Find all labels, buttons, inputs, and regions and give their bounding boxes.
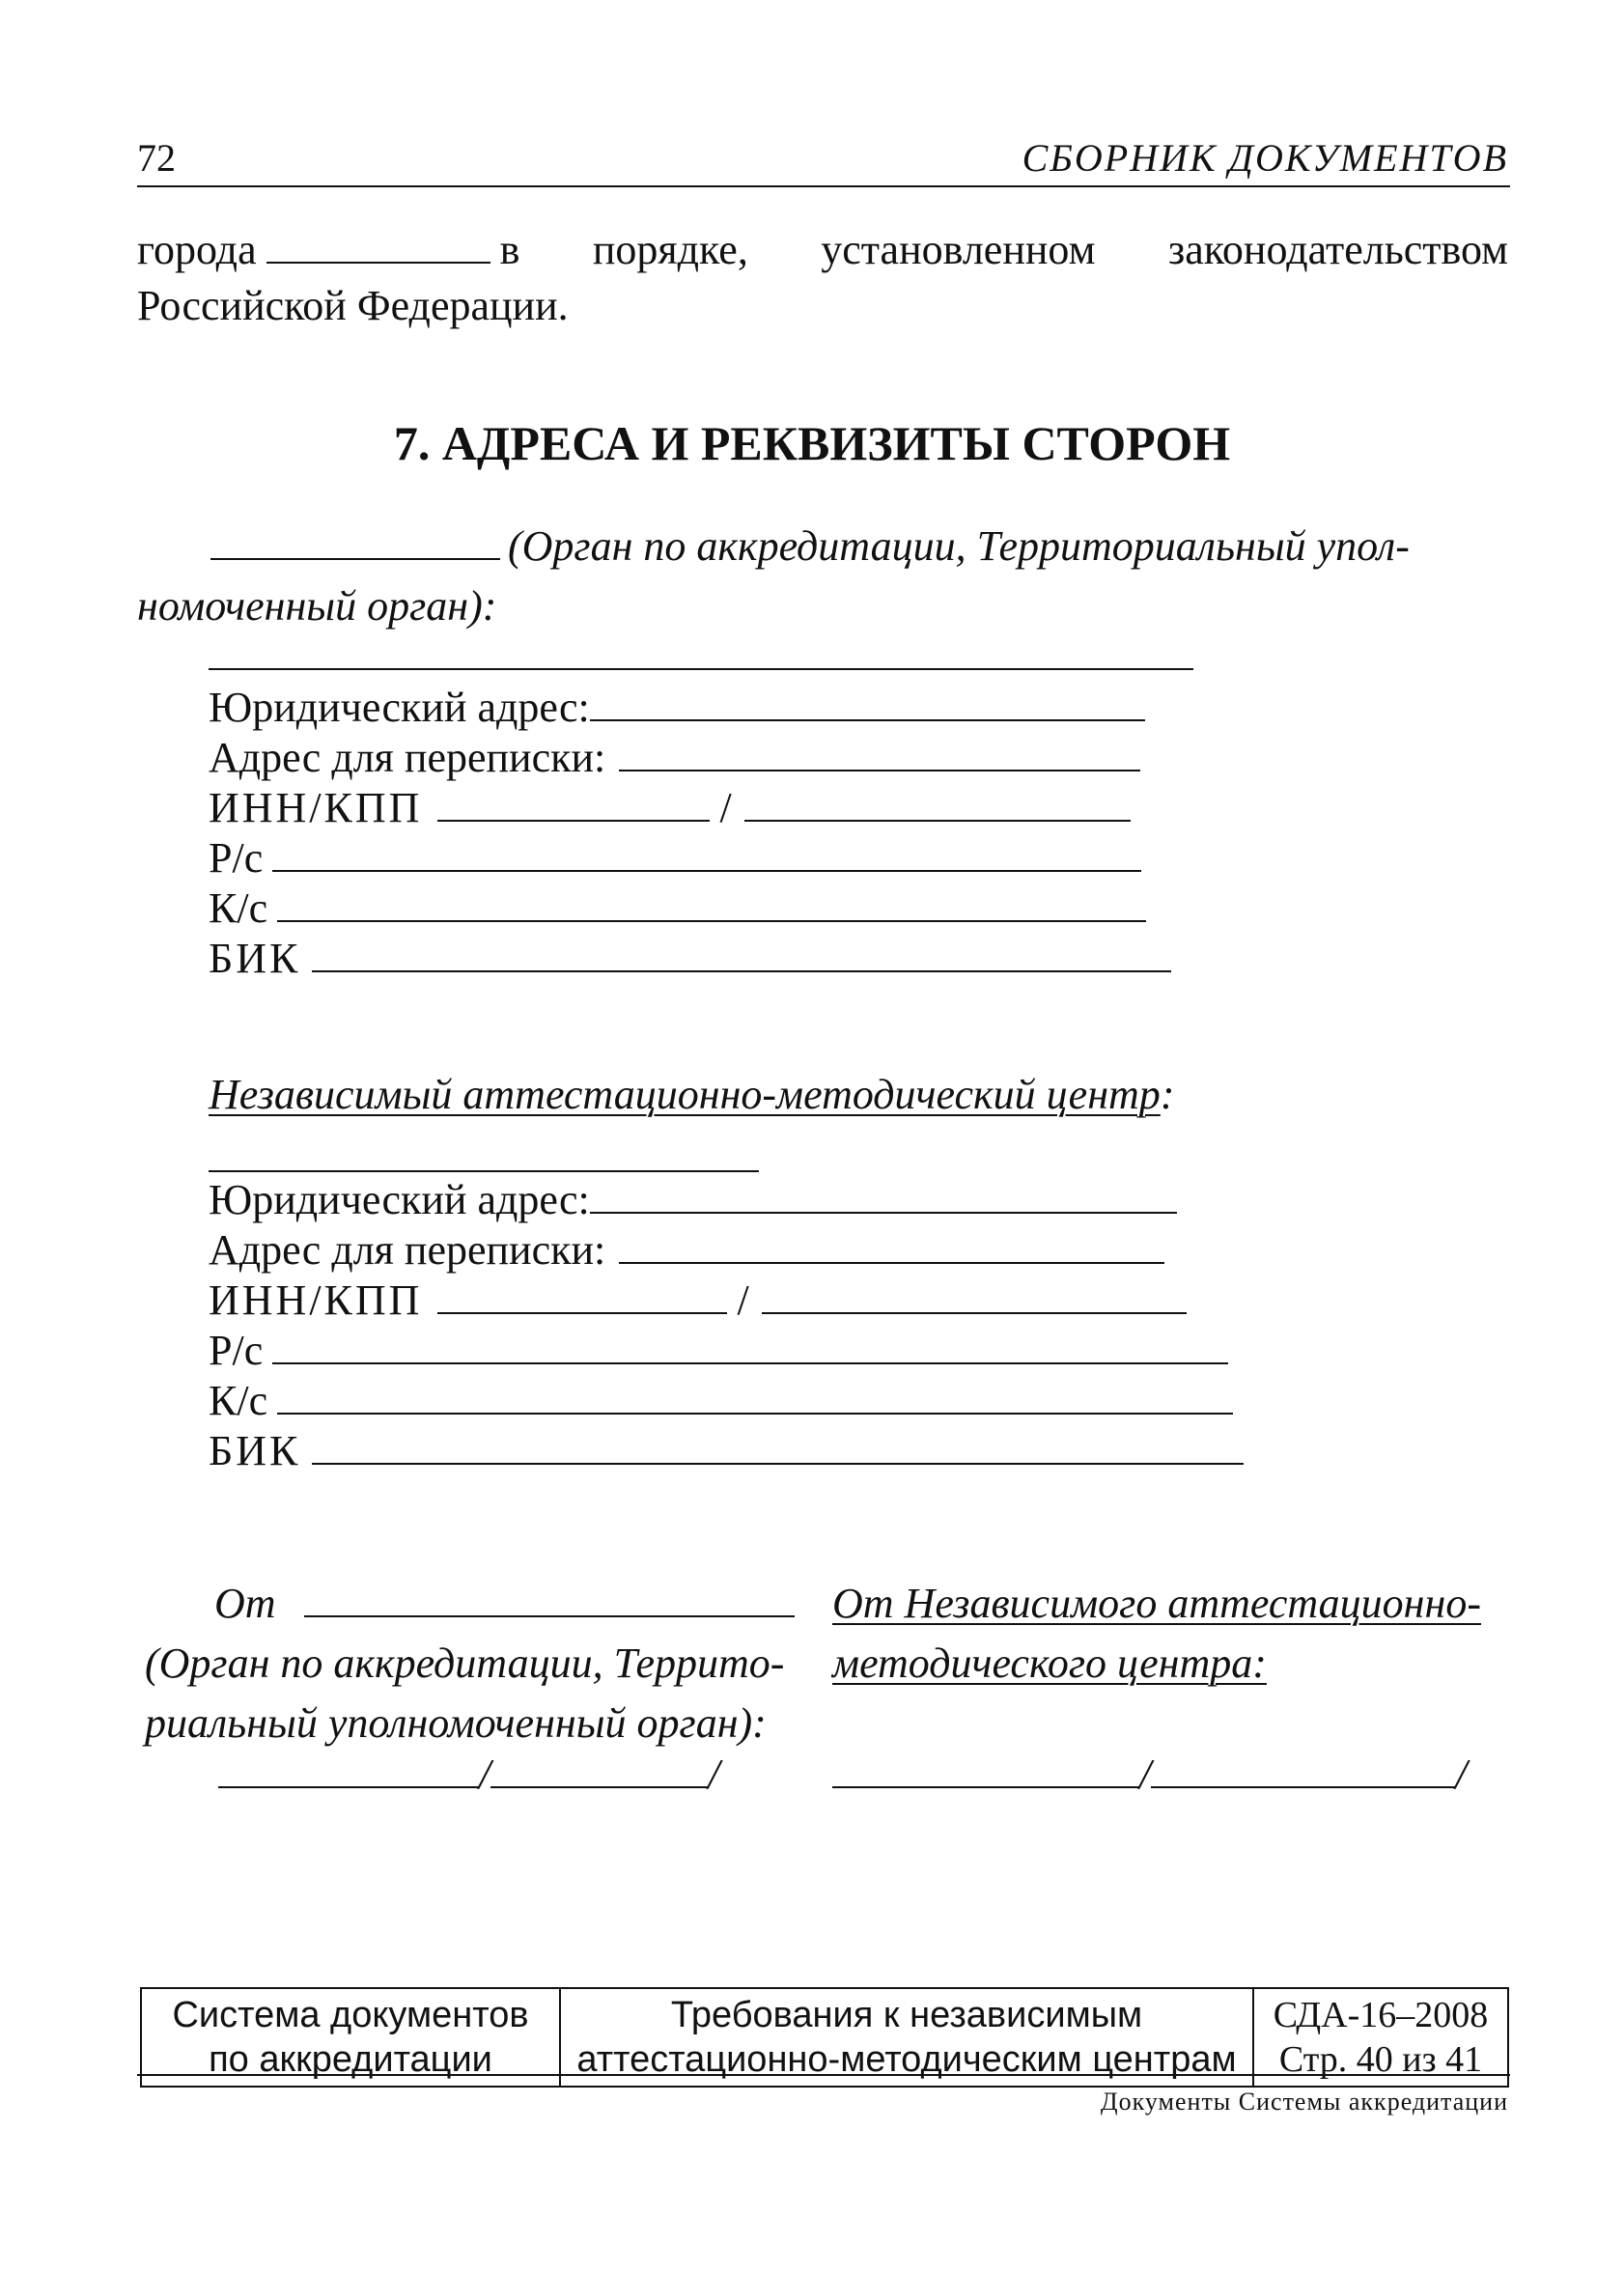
paragraph-text-line1: в порядке, установленном законодательством: [499, 226, 1508, 273]
account-field: [272, 835, 1141, 872]
party2-mail-address-row: [209, 1226, 1164, 1275]
party2-bik-row: [209, 1427, 1244, 1475]
inn-kpp-separator: /: [737, 1276, 752, 1324]
bik-field: [312, 1428, 1244, 1465]
mail-address-field: [619, 735, 1140, 771]
section-heading: 7. АДРЕСА И РЕКВИЗИТЫ СТОРОН: [393, 416, 1231, 470]
paragraph-text-line2: Российской Федерации.: [137, 282, 569, 329]
inn-kpp-label: ИНН/КПП: [209, 1276, 423, 1324]
signature-left-name-field2: [490, 1752, 708, 1788]
footer-doc-code: СДА-16–2008: [1273, 1995, 1489, 2035]
centre-heading-text: Независимый аттестационно-методический центр: [209, 1071, 1161, 1118]
signature-left-sign-field: [218, 1752, 479, 1788]
party1-name-line: [209, 668, 1193, 670]
account-label: Р/с: [209, 1327, 264, 1374]
signature-left-line3: риальный уполномоченный орган):: [145, 1699, 767, 1747]
signature-left-slash1: /: [479, 1751, 491, 1798]
footer-page-count: Стр. 40 из 41: [1278, 2039, 1483, 2080]
mail-address-label: Адрес для переписки:: [209, 1226, 606, 1274]
corr-account-field: [277, 885, 1146, 922]
signature-left-name-field: [304, 1579, 795, 1617]
intro-line2: номоченный орган):: [137, 582, 497, 630]
party1-inn-row: [209, 784, 1131, 832]
running-title: СБОРНИК ДОКУМЕНТОВ: [1022, 136, 1508, 180]
party1-corr-account-row: [209, 884, 1146, 933]
footer-cell-system: [141, 1988, 560, 2087]
centre-heading: [209, 1070, 1174, 1119]
signature-left-block: [145, 1574, 811, 1753]
document-footer-table: [140, 1987, 1509, 2088]
bik-field: [312, 936, 1171, 972]
page-number: 72: [137, 136, 176, 180]
party2-legal-address-row: [209, 1176, 1177, 1224]
party2-inn-row: [209, 1276, 1187, 1325]
signature-right-name-field: [1151, 1752, 1455, 1788]
city-blank-field: [266, 225, 490, 264]
signature-right-lines: [832, 1750, 1467, 1799]
bik-label: БИК: [209, 935, 301, 982]
footer-cell-title: [560, 1988, 1253, 2087]
paragraph-word-city: города: [137, 226, 257, 273]
party2-account-row: [209, 1327, 1228, 1375]
mail-address-label: Адрес для переписки:: [209, 734, 606, 781]
inn-kpp-label: ИНН/КПП: [209, 784, 423, 831]
signature-left-line2: (Орган по аккредитации, Террито-: [145, 1640, 785, 1687]
signature-right-slash1: /: [1139, 1751, 1152, 1798]
footer-cell-code: [1253, 1988, 1508, 2087]
inn-field: [437, 1277, 727, 1314]
corr-account-field: [277, 1378, 1233, 1415]
mail-address-field: [619, 1227, 1164, 1264]
kpp-field: [762, 1277, 1187, 1314]
kpp-field: [744, 785, 1131, 822]
signature-left-slash2: /: [708, 1751, 720, 1798]
party2-name-line: [209, 1170, 759, 1172]
intro-line1: (Орган по аккредитации, Территориальный упол-: [508, 522, 1410, 570]
signature-left-lines: [218, 1750, 719, 1799]
party1-legal-address-row: [209, 684, 1145, 732]
legal-address-label: Юридический адрес:: [209, 1176, 590, 1223]
party1-account-row: [209, 834, 1141, 883]
inn-kpp-separator: /: [719, 784, 735, 831]
signature-right-sign-field: [832, 1752, 1139, 1788]
signature-right-line2: методического центра:: [832, 1640, 1267, 1687]
signature-right-line1: От Независимого аттестационно-: [832, 1580, 1481, 1627]
footer-rule: [137, 2074, 1510, 2076]
footer-caption: Документы Системы аккредитации: [1100, 2088, 1508, 2116]
corr-account-label: К/с: [209, 1377, 268, 1424]
body-paragraph: [137, 222, 1508, 334]
party1-bik-row: [209, 935, 1171, 983]
signature-left-ot: От: [214, 1580, 276, 1627]
signature-right-slash2: /: [1455, 1751, 1468, 1798]
legal-address-label: Юридический адрес:: [209, 684, 590, 731]
footer-system-line2: по аккредитации: [209, 2039, 492, 2080]
footer-title-line2: аттестационно-методическим центрам: [576, 2039, 1237, 2080]
footer-row: [141, 1988, 1508, 2087]
party1-mail-address-row: [209, 734, 1140, 782]
footer-title-line1: Требования к независимым: [670, 1995, 1143, 2035]
legal-address-field: [590, 1177, 1177, 1214]
footer-system-line1: Система документов: [172, 1995, 529, 2035]
legal-address-field: [590, 685, 1145, 721]
header-rule: [137, 185, 1510, 187]
account-field: [272, 1328, 1228, 1364]
inn-field: [437, 785, 710, 822]
signature-right-block: [832, 1574, 1508, 1694]
corr-account-label: К/с: [209, 884, 268, 932]
authority-name-blank: [210, 521, 500, 560]
centre-heading-colon: :: [1160, 1071, 1175, 1118]
party2-corr-account-row: [209, 1377, 1233, 1425]
intro-text: [137, 517, 1508, 636]
account-label: Р/с: [209, 834, 264, 882]
bik-label: БИК: [209, 1427, 301, 1474]
